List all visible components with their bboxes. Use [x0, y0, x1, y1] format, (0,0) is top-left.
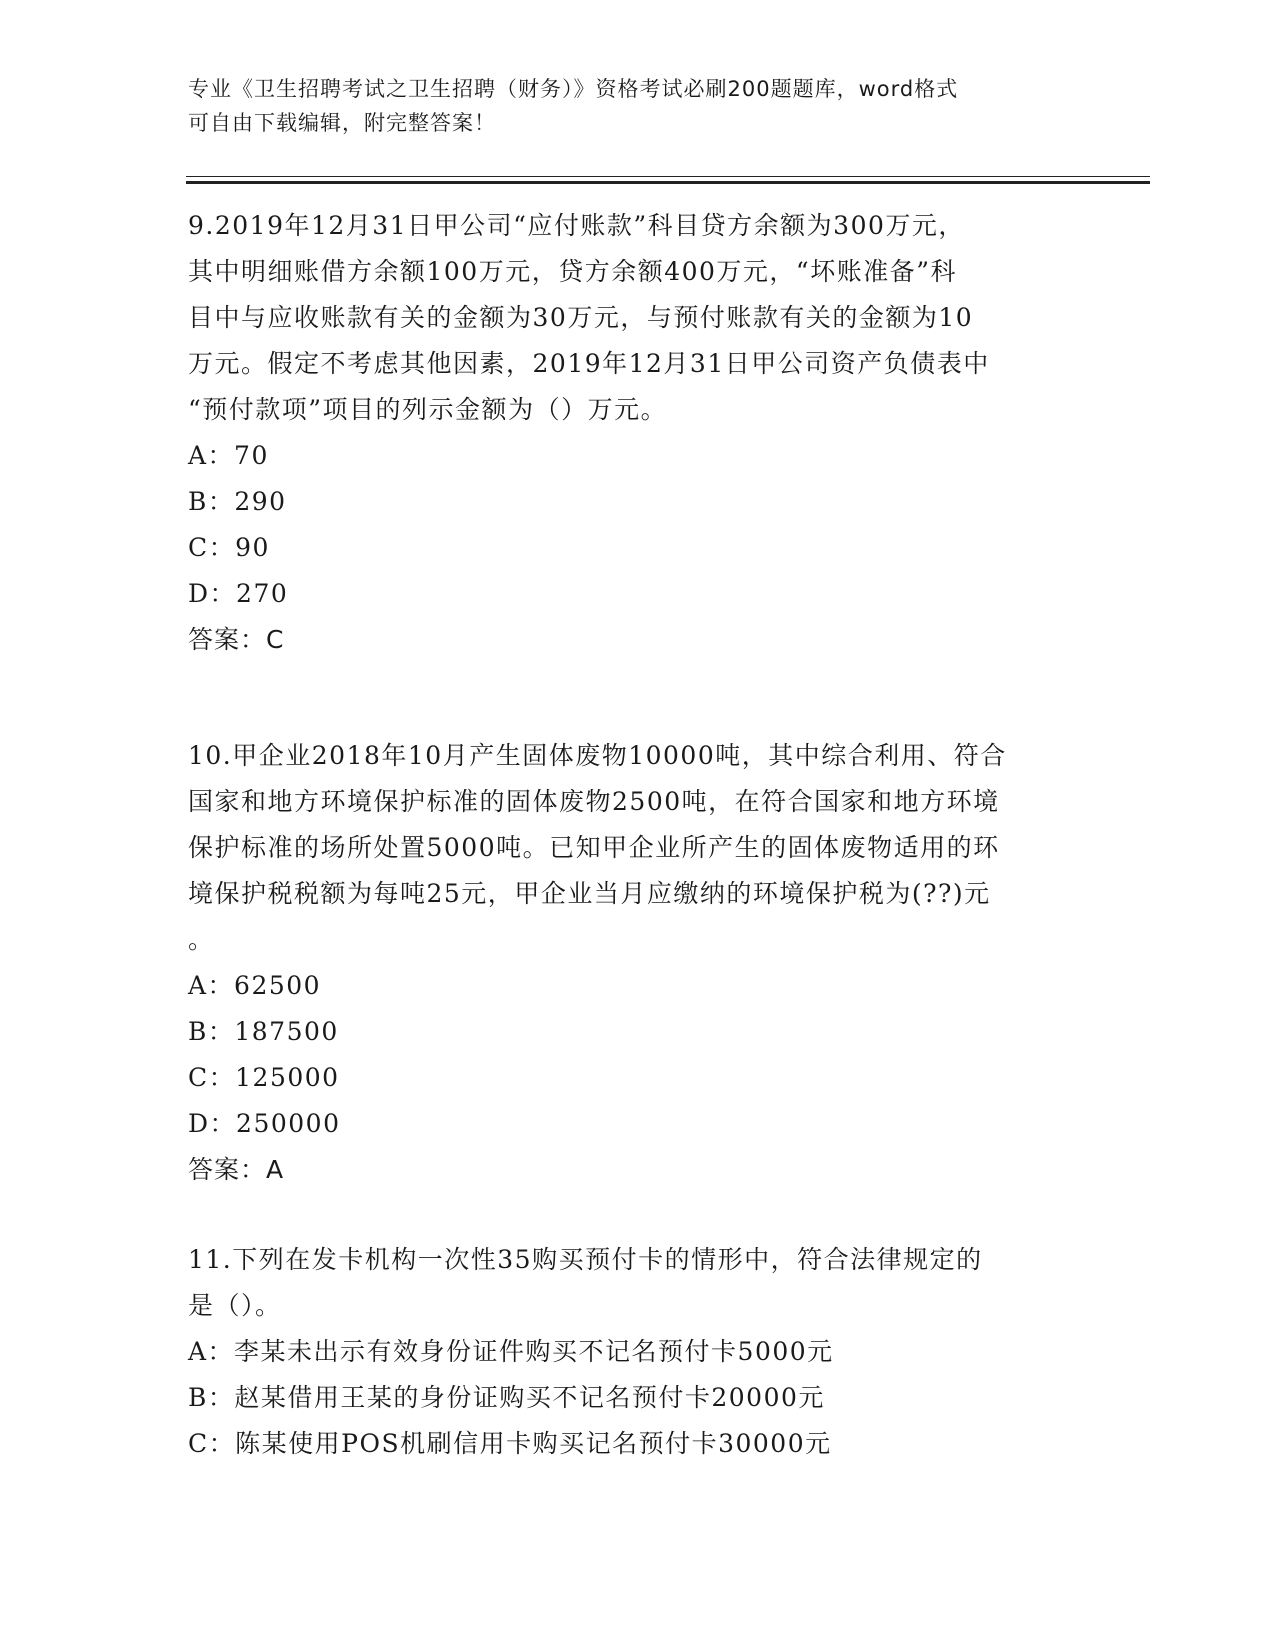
page-header — [188, 72, 1088, 140]
option-c: C：90 — [188, 533, 270, 562]
question-stem-line: 保护标准的场所处置5000吨。已知甲企业所产生的固体废物适用的环 — [188, 833, 1000, 862]
question-11 — [188, 1237, 1088, 1467]
question-10-stem — [188, 733, 1088, 963]
option-b: B：290 — [188, 487, 287, 516]
question-stem-line: 目中与应收账款有关的金额为30万元，与预付账款有关的金额为10 — [188, 303, 974, 332]
question-stem-line: 10.甲企业2018年10月产生固体废物10000吨，其中综合利用、符合 — [188, 741, 1007, 770]
question-stem-line: 万元。假定不考虑其他因素，2019年12月31日甲公司资产负债表中 — [188, 349, 990, 378]
question-stem-line: 是（）。 — [188, 1291, 282, 1320]
header-line-1: 专业《卫生招聘考试之卫生招聘（财务）》资格考试必刷200题题库，word格式 — [188, 77, 959, 101]
question-stem-line: “预付款项”项目的列示金额为（）万元。 — [188, 395, 668, 424]
option-a: A：62500 — [188, 971, 322, 1000]
option-c: C：陈某使用POS机刷信用卡购买记名预付卡30000元 — [188, 1429, 832, 1458]
question-9 — [188, 203, 1088, 663]
question-stem-line: 11.下列在发卡机构一次性35购买预付卡的情形中，符合法律规定的 — [188, 1245, 983, 1274]
question-stem-line: 其中明细账借方余额100万元，贷方余额400万元，“坏账准备”科 — [188, 257, 957, 286]
header-rule-thick — [186, 181, 1150, 184]
question-stem-line: 。 — [188, 925, 215, 954]
question-9-stem — [188, 203, 1088, 433]
header-rule-thin — [186, 176, 1150, 177]
question-10 — [188, 733, 1088, 1193]
header-line-2: 可自由下载编辑，附完整答案！ — [188, 111, 496, 135]
answer: 答案：A — [188, 1155, 285, 1184]
option-d: D：250000 — [188, 1109, 341, 1138]
option-c: C：125000 — [188, 1063, 340, 1092]
option-a: A：70 — [188, 441, 269, 470]
option-d: D：270 — [188, 579, 289, 608]
option-b: B：赵某借用王某的身份证购买不记名预付卡20000元 — [188, 1383, 825, 1412]
question-stem-line: 境保护税税额为每吨25元，甲企业当月应缴纳的环境保护税为(??)元 — [188, 879, 991, 908]
option-a: A：李某未出示有效身份证件购买不记名预付卡5000元 — [188, 1337, 834, 1366]
option-b: B：187500 — [188, 1017, 339, 1046]
question-stem-line: 9.2019年12月31日甲公司“应付账款”科目贷方余额为300万元， — [188, 211, 965, 240]
question-11-stem — [188, 1237, 1088, 1329]
answer: 答案：C — [188, 625, 285, 654]
question-stem-line: 国家和地方环境保护标准的固体废物2500吨，在符合国家和地方环境 — [188, 787, 1000, 816]
